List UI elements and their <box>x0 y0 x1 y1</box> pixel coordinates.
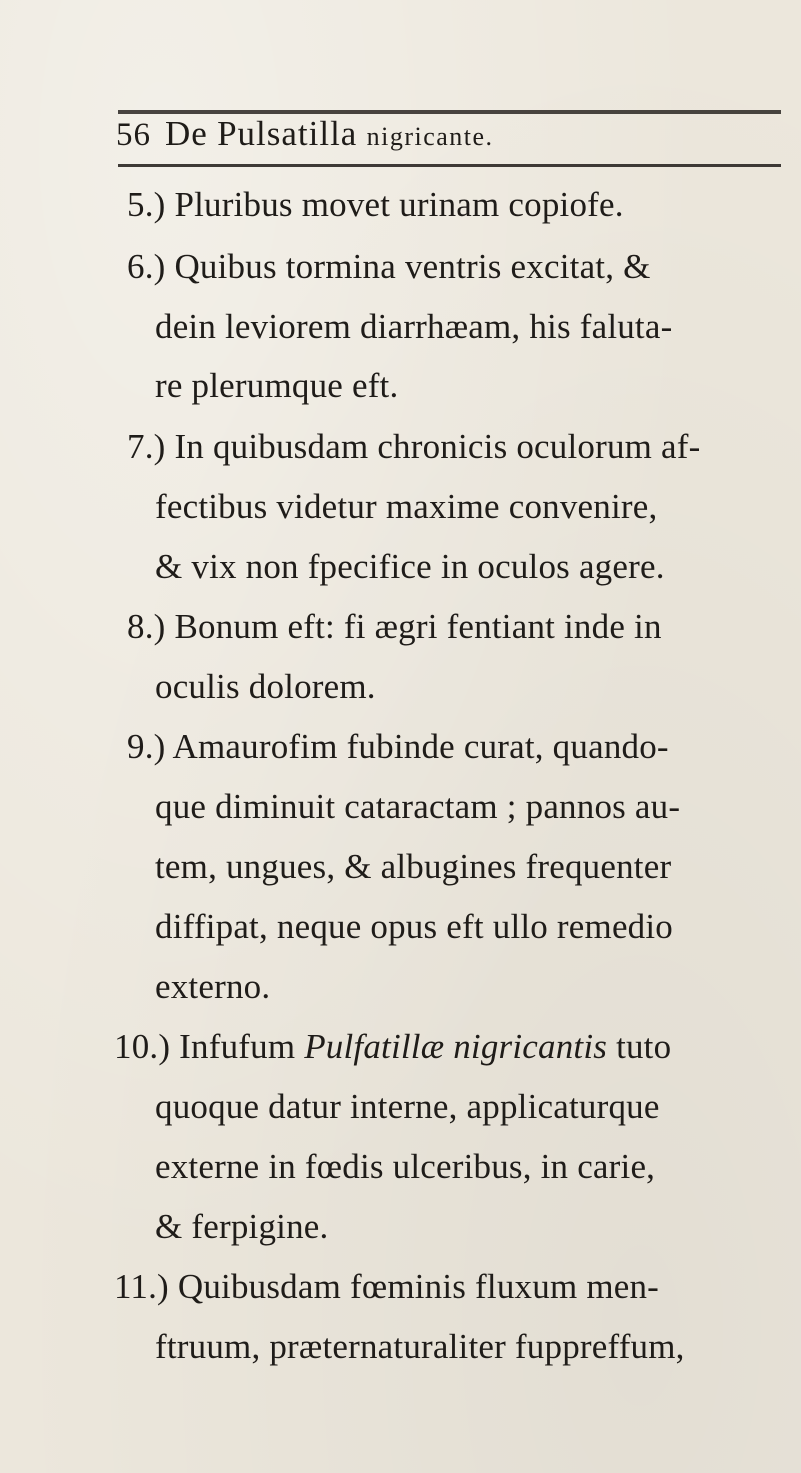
text-line: re plerumque eft. <box>155 366 399 405</box>
text-line: externo. <box>155 967 271 1006</box>
title-prefix: De <box>165 114 208 153</box>
text-line: 8.) Bonum eft: fi ægri fentiant inde in <box>127 607 662 646</box>
running-title <box>165 114 494 154</box>
header-rule-bottom <box>118 164 781 167</box>
title-main: Pulsatilla <box>217 114 358 153</box>
page-number: 56 <box>116 117 151 153</box>
text-line: 7.) In quibusdam chronicis oculorum af- <box>127 427 701 466</box>
text-line: fectibus videtur maxime convenire, <box>155 487 658 526</box>
text-line: que diminuit cataractam ; pannos au- <box>155 787 681 826</box>
text-line: 6.) Quibus tormina ventris excitat, & <box>127 247 651 286</box>
text-line: 11.) Quibusdam fœminis fluxum men- <box>114 1267 660 1306</box>
text-segment: tuto <box>616 1027 672 1066</box>
text-line: diffipat, neque opus eft ullo remedio <box>155 907 674 946</box>
italic-phrase: Pulfatillæ nigricantis <box>304 1027 608 1066</box>
text-line: ftruum, præternaturaliter fuppreffum, <box>155 1327 685 1366</box>
text-line <box>114 1027 671 1067</box>
text-line: externe in fœdis ulceribus, in carie, <box>155 1147 656 1186</box>
running-header <box>116 114 781 162</box>
title-rest: nigricante. <box>366 122 494 151</box>
text-line: tem, ungues, & albugines frequenter <box>155 847 672 886</box>
text-line: oculis dolorem. <box>155 667 376 706</box>
text-segment: 10.) Infufum <box>114 1027 296 1066</box>
text-line: & vix non fpecifice in oculos agere. <box>155 547 665 586</box>
text-line: & ferpigine. <box>155 1207 329 1246</box>
text-line: 5.) Pluribus movet urinam copiofe. <box>127 185 624 224</box>
text-line: 9.) Amaurofim fubinde curat, quando- <box>127 727 669 766</box>
text-line: dein leviorem diarrhæam, his faluta- <box>155 307 673 346</box>
text-line: quoque datur interne, applicaturque <box>155 1087 660 1126</box>
